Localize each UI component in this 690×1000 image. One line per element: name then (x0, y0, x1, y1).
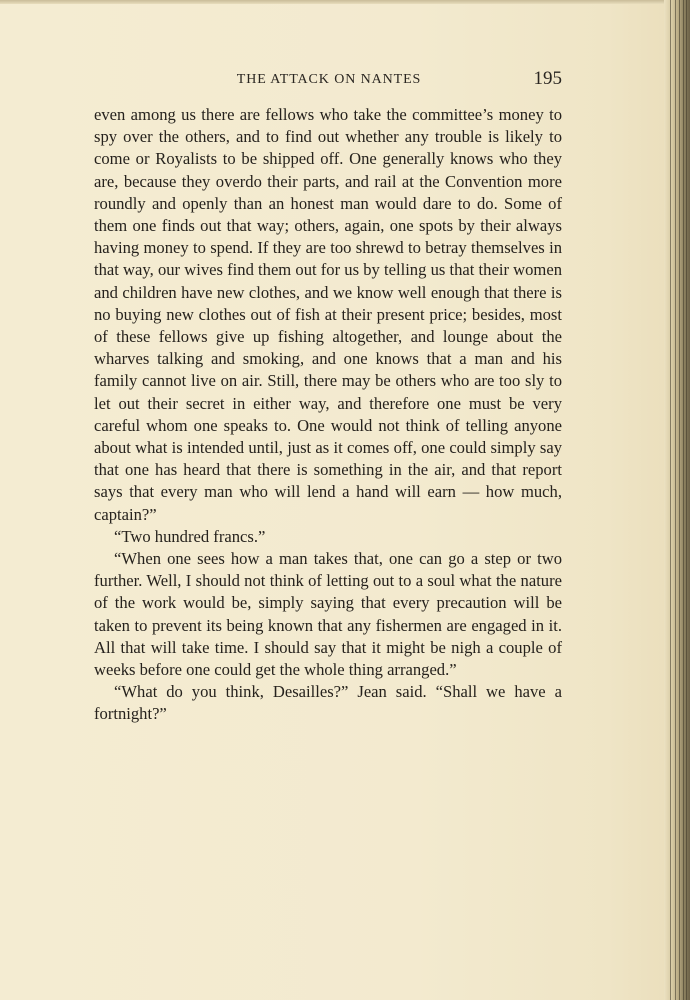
page-edge-line (686, 0, 687, 1000)
page-edge-line (683, 0, 684, 1000)
paragraph-1: even among us there are fellows who take the committee’s money to spy over the others, and to find out whether any trouble is likely to come or Royalists to be shipped off. One generally knows who they are, because they overdo their parts, and rail at the Convention more roundly and openly than an honest man would dare to do. Some of them one finds out that way; others, again, one spots by their always having money to spend. If they are too shrewd to betray themselves in that way, our wives find them out for us by telling us that their women and children have new clothes, and we know well enough that there is no buying new clothes out of fish at their present price; besides, most of these fellows give up fishing altogether, and lounge about the wharves talking and smoking, and one knows that a man and his family cannot live on air. Still, there may be others who are too sly to let out their secret in either way, and therefore one must be very careful whom one speaks to. One would not think of telling anyone about what is intended until, just as it comes off, one could simply say that one has heard that there is something in the air, and that report says that every man who will lend a hand will earn — how much, captain?” (94, 105, 562, 524)
running-title: THE ATTACK ON NANTES (236, 72, 422, 87)
paragraph-3: “When one sees how a man takes that, one can go a step or two further. Well, I should not think of letting out to a soul what the nature of the work would be, simply saying that every precaution will be taken to prevent its being known that any fishermen are engaged in it. All that will take time. I should say that it might be nigh a couple of weeks before one could get the whole thing arranged.” (94, 549, 562, 680)
page-number: 195 (533, 68, 562, 89)
page-top-edge (0, 0, 690, 4)
running-head (94, 68, 564, 98)
page-stack-edge (664, 0, 690, 1000)
paragraph-2: “Two hundred francs.” (114, 526, 266, 546)
page-edge-line (670, 0, 671, 1000)
paragraph-4: “What do you think, Desailles?” Jean said. “Shall we have a fortnight?” (94, 682, 562, 724)
page-edge-line (679, 0, 680, 1000)
body-text (94, 104, 562, 726)
page-edge-line (675, 0, 676, 1000)
